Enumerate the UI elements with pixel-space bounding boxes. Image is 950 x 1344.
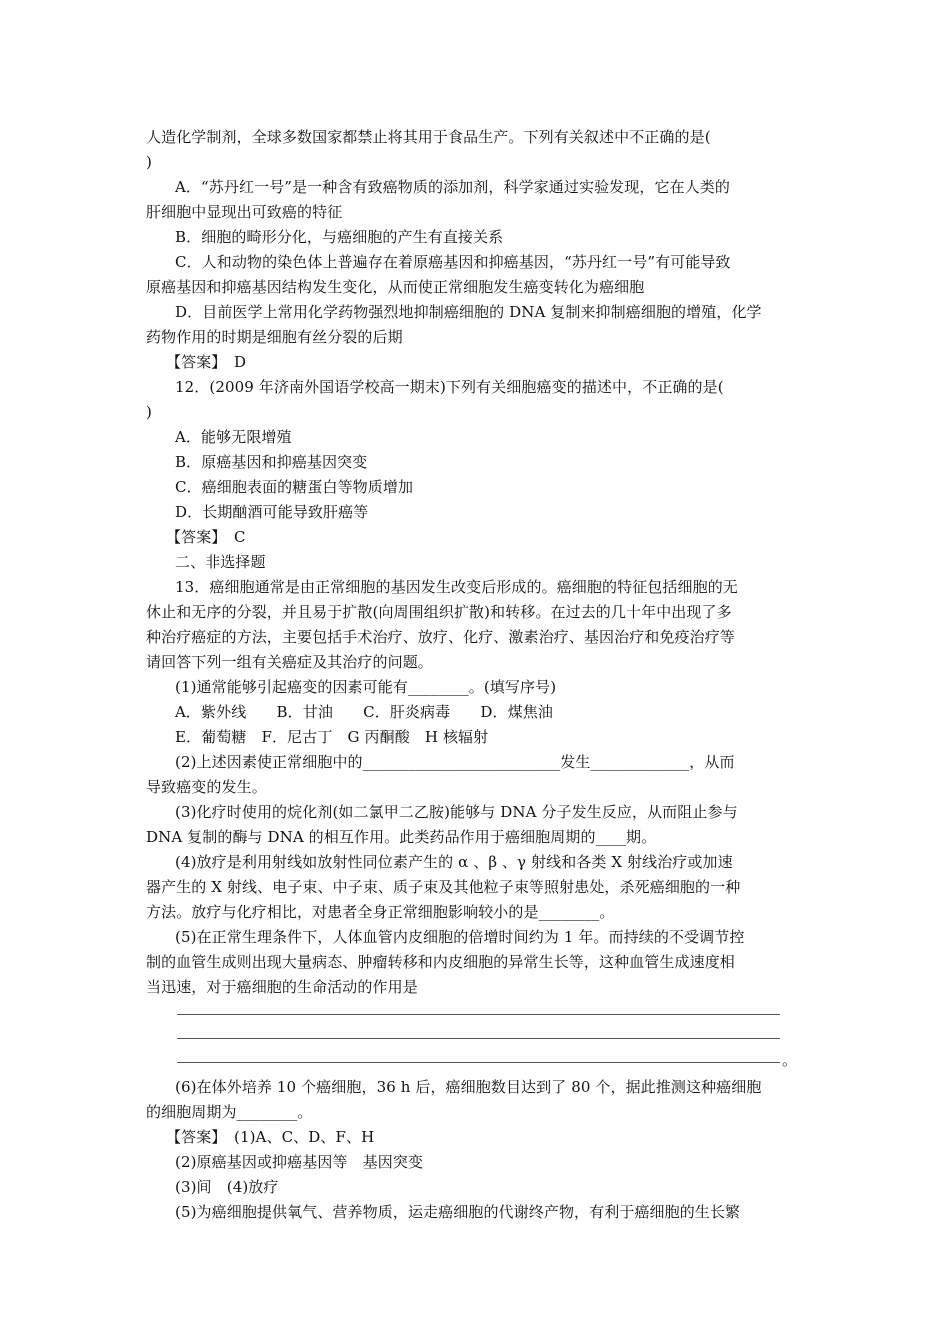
option-b: B．原癌基因和抑癌基因突变	[175, 453, 368, 471]
text-line: 制的血管生成则出现大量病态、肿瘤转移和内皮细胞的异常生长等，这种血管生成速度相	[146, 953, 735, 971]
answer-line: (3)间 (4)放疗	[175, 1178, 279, 1196]
text-line: 当迅速，对于癌细胞的生命活动的作用是	[146, 978, 418, 996]
choices-row-1: A．紫外线 B．甘油 C．肝炎病毒 D．煤焦油	[175, 703, 553, 721]
text-line: 导致癌变的发生。	[146, 778, 267, 796]
answer-label: 【答案】 D	[166, 353, 247, 371]
answer-blank-end-mark: 。	[782, 1051, 798, 1069]
text-line: DNA 复制的酶与 DNA 的相互作用。此类药品作用于癌细胞周期的____期。	[146, 828, 657, 846]
question-13: 13．癌细胞通常是由正常细胞的基因发生改变后形成的。癌细胞的特征包括细胞的无	[175, 578, 738, 596]
text-line: 休止和无序的分裂，并且易于扩散(向周围组织扩散)和转移。在过去的几十年中出现了多	[146, 603, 732, 621]
text-line: )	[146, 153, 152, 171]
sub-question-6: (6)在体外培养 10 个癌细胞，36 h 后，癌细胞数目达到了 80 个，据此推测这种癌细胞	[175, 1078, 762, 1096]
option-c: C．癌细胞表面的糖蛋白等物质增加	[175, 478, 414, 496]
answer-blank-line	[177, 1038, 780, 1039]
text-line: 的细胞周期为________。	[146, 1103, 313, 1121]
answer-blank-line	[177, 1014, 780, 1015]
text-line: 方法。放疗与化疗相比，对患者全身正常细胞影响较小的是________。	[146, 903, 615, 921]
question-12: 12．(2009 年济南外国语学校高一期末)下列有关细胞癌变的描述中，不正确的是(	[175, 378, 724, 396]
section-heading: 二、非选择题	[175, 553, 266, 571]
option-b: B．细胞的畸形分化，与癌细胞的产生有直接关系	[175, 228, 504, 246]
sub-question-3: (3)化疗时使用的烷化剂(如二氯甲二乙胺)能够与 DNA 分子发生反应，从而阻止参与	[175, 803, 738, 821]
option-a: A．“苏丹红一号”是一种含有致癌物质的添加剂，科学家通过实验发现，它在人类的	[175, 178, 730, 196]
answer-label: 【答案】 C	[166, 528, 246, 546]
answer-blank-line	[177, 1062, 780, 1063]
option-d: D．长期酗酒可能导致肝癌等	[175, 503, 369, 521]
text-line: 种治疗癌症的方法，主要包括手术治疗、放疗、化疗、激素治疗、基因治疗和免疫治疗等	[146, 628, 735, 646]
text-line: 器产生的 X 射线、电子束、中子束、质子束及其他粒子束等照射患处，杀死癌细胞的一种	[146, 878, 741, 896]
answer-label: 【答案】 (1)A、C、D、F、H	[166, 1128, 375, 1146]
text-line: )	[146, 403, 152, 421]
option-c: C．人和动物的染色体上普遍存在着原癌基因和抑癌基因，“苏丹红一号”有可能导致	[175, 253, 731, 271]
answer-line: (2)原癌基因或抑癌基因等 基因突变	[175, 1153, 424, 1171]
text-line: 原癌基因和抑癌基因结构发生变化，从而使正常细胞发生癌变转化为癌细胞	[146, 278, 645, 296]
sub-question-2: (2)上述因素使正常细胞中的__________________________发生_____________，从而	[175, 753, 735, 771]
sub-question-5: (5)在正常生理条件下，人体血管内皮细胞的倍增时间约为 1 年。而持续的不受调节控	[175, 928, 745, 946]
option-a: A．能够无限增殖	[175, 428, 292, 446]
text-line: 药物作用的时期是细胞有丝分裂的后期	[146, 328, 403, 346]
sub-question-1: (1)通常能够引起癌变的因素可能有________。(填写序号)	[175, 678, 557, 696]
answer-line: (5)为癌细胞提供氧气、营养物质，运走癌细胞的代谢终产物，有利于癌细胞的生长繁	[175, 1203, 741, 1221]
text-line: 人造化学制剂，全球多数国家都禁止将其用于食品生产。下列有关叙述中不正确的是(	[146, 128, 711, 146]
text-line: 请回答下列一组有关癌症及其治疗的问题。	[146, 653, 433, 671]
option-d: D．目前医学上常用化学药物强烈地抑制癌细胞的 DNA 复制来抑制癌细胞的增殖，化学	[175, 303, 762, 321]
text-line: 肝细胞中显现出可致癌的特征	[146, 203, 343, 221]
sub-question-4: (4)放疗是利用射线如放射性同位素产生的 α 、β 、γ 射线和各类 X 射线治疗或加速	[175, 853, 733, 871]
choices-row-2: E．葡萄糖 F．尼古丁 G 丙酮酸 H 核辐射	[175, 728, 489, 746]
